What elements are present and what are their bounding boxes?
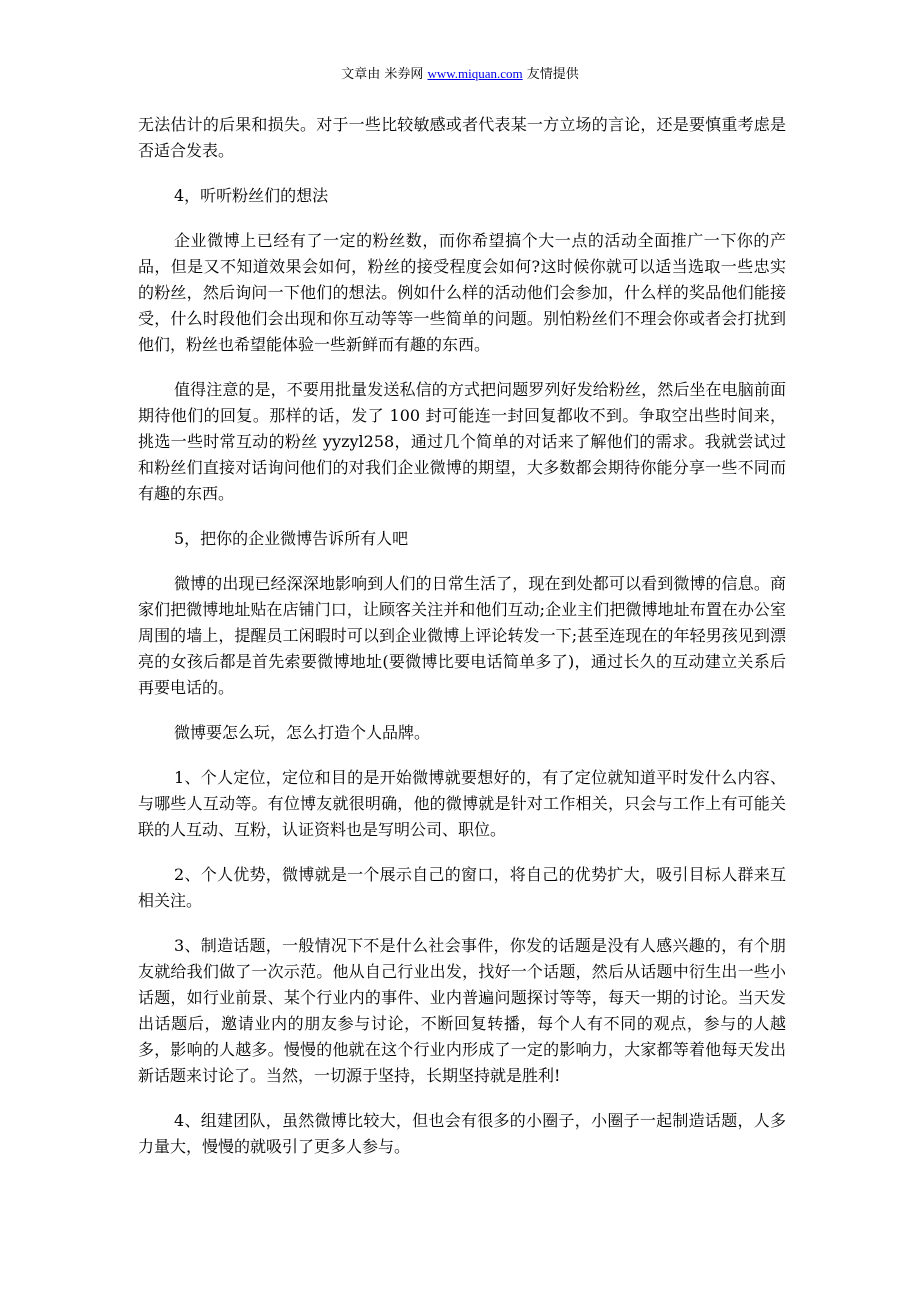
list-item: 4、组建团队，虽然微博比较大，但也会有很多的小圈子，小圈子一起制造话题，人多力量大，慢慢的就吸引了更多人参与。 — [138, 1111, 786, 1156]
page-header — [0, 65, 920, 84]
paragraph: 企业微博上已经有了一定的粉丝数，而你希望搞个大一点的活动全面推广一下你的产品，但是又不知道效果会如何，粉丝的接受程度会如何?这时候你就可以适当选取一些忠实的粉丝，然后询问一下他们的想法。例如什么样的活动他们会参加，什么样的奖品他们能接受，什么时段他们会出现和你互动等等一些简单的问题。别怕粉丝们不理会你或者会打扰到他们，粉丝也希望能体验一些新鲜而有趣的东西。 — [138, 231, 786, 354]
list-item: 1、个人定位，定位和目的是开始微博就要想好的，有了定位就知道平时发什么内容、与哪些人互动等。有位博友就很明确，他的微博就是针对工作相关，只会与工作上有可能关联的人互动、互粉，认证资料也是写明公司、职位。 — [138, 768, 786, 839]
section-heading: 5，把你的企业微博告诉所有人吧 — [174, 529, 409, 548]
list-item: 3、制造话题，一般情况下不是什么社会事件，你发的话题是没有人感兴趣的，有个朋友就给我们做了一次示范。他从自己行业出发，找好一个话题，然后从话题中衍生出一些小话题，如行业前景、某个行业内的事件、业内普遍问题探讨等等，每天一期的讨论。当天发出话题后，邀请业内的朋友参与讨论，不断回复转播，每个人有不同的观点，参与的人越多，影响的人越多。慢慢的他就在这个行业内形成了一定的影响力，大家都等着他每天发出新话题来讨论了。当然，一切源于坚持，长期坚持就是胜利! — [138, 936, 786, 1085]
section-heading: 4，听听粉丝们的想法 — [174, 186, 329, 205]
paragraph: 无法估计的后果和损失。对于一些比较敏感或者代表某一方立场的言论，还是要慎重考虑是否适合发表。 — [138, 115, 786, 160]
site-link[interactable]: www.miquan.com — [427, 66, 523, 81]
section-heading: 微博要怎么玩，怎么打造个人品牌。 — [174, 723, 431, 742]
paragraph: 微博的出现已经深深地影响到人们的日常生活了，现在到处都可以看到微博的信息。商家们把微博地址贴在店铺门口，让顾客关注并和他们互动;企业主们把微博地址布置在办公室周围的墙上，提醒员工闲暇时可以到企业微博上评论转发一下;甚至连现在的年轻男孩见到漂亮的女孩后都是首先索要微博地址(要微博比要电话简单多了)，通过长久的互动建立关系后再要电话的。 — [138, 574, 786, 697]
paragraph: 值得注意的是，不要用批量发送私信的方式把问题罗列好发给粉丝，然后坐在电脑前面期待他们的回复。那样的话，发了 100 封可能连一封回复都收不到。争取空出些时间来，挑选一些时常互动的粉丝 yyzyl258，通过几个简单的对话来了解他们的需求。我就尝试过和粉丝们直接对话询问他们的对我们企业微博的期望，大多数都会期待你能分享一些不同而有趣的东西。 — [138, 380, 786, 503]
article-body — [138, 112, 786, 1179]
header-prefix: 文章由 米券网 — [341, 67, 428, 82]
list-item: 2、个人优势，微博就是一个展示自己的窗口，将自己的优势扩大，吸引目标人群来互相关注。 — [138, 865, 786, 910]
header-suffix: 友情提供 — [522, 67, 579, 82]
